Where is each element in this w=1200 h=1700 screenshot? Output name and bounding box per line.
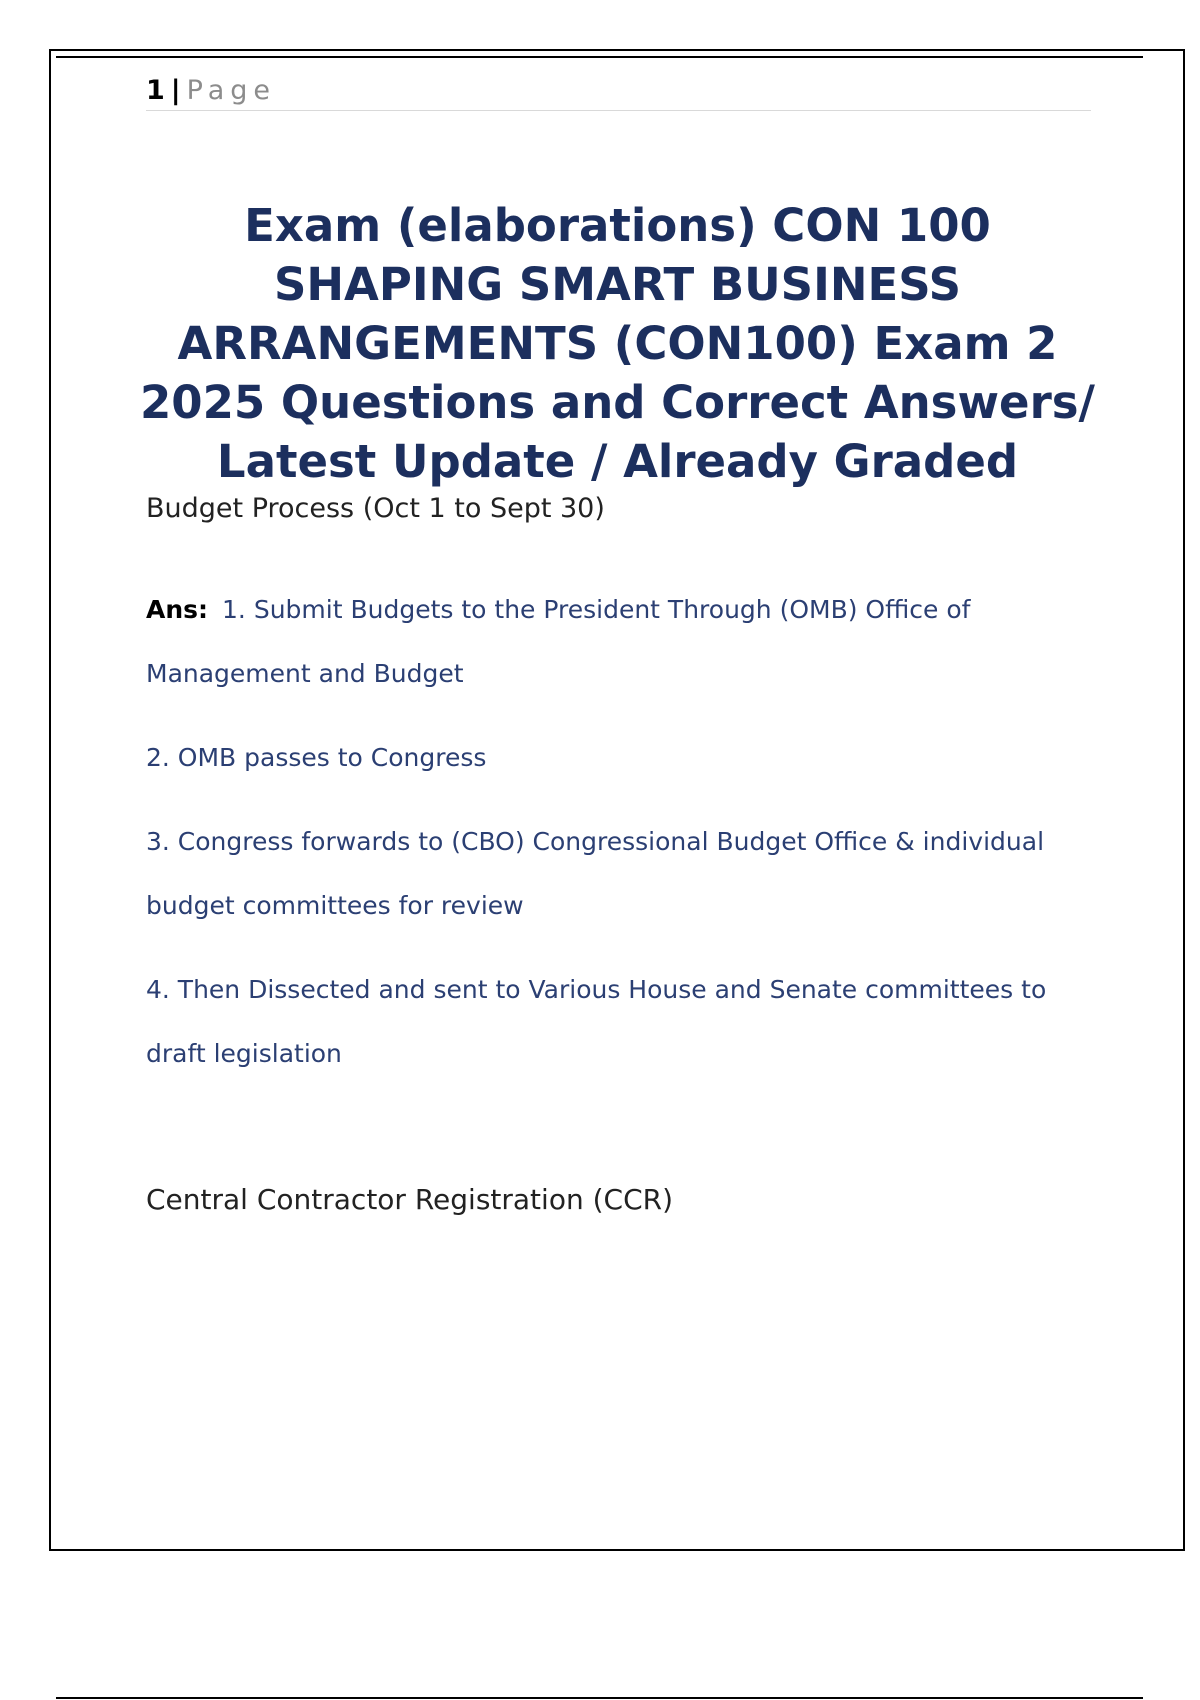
answer-item-text: 1. Submit Budgets to the President Through (OMB) Office of Management and Budget xyxy=(146,595,971,688)
answer-item-text: 4. Then Dissected and sent to Various House and Senate committees to draft legislation xyxy=(146,975,1047,1068)
answer-item-text: 3. Congress forwards to (CBO) Congressional Budget Office & individual budget committees for review xyxy=(146,827,1045,920)
question-text: Central Contractor Registration (CCR) xyxy=(146,1183,673,1216)
page-label: Page xyxy=(186,75,277,106)
answer-item xyxy=(146,578,1076,706)
question-text: Budget Process (Oct 1 to Sept 30) xyxy=(146,493,605,524)
page-separator: | xyxy=(170,75,181,106)
answer-item xyxy=(146,726,1076,790)
document-title: Exam (elaborations) CON 100 SHAPING SMART BUSINESS ARRANGEMENTS (CON100) Exam 2 2025 Questions and Correct Answers/ Latest Update / Already Graded xyxy=(140,199,1095,488)
bottom-rule xyxy=(56,1697,1143,1699)
page-header xyxy=(146,74,1091,111)
answer-item-text: 2. OMB passes to Congress xyxy=(146,743,487,772)
answer-block xyxy=(146,578,1076,1106)
page-number: 1 xyxy=(146,75,165,106)
answer-item xyxy=(146,958,1076,1086)
answer-item xyxy=(146,810,1076,938)
answer-label: Ans: xyxy=(146,595,209,624)
